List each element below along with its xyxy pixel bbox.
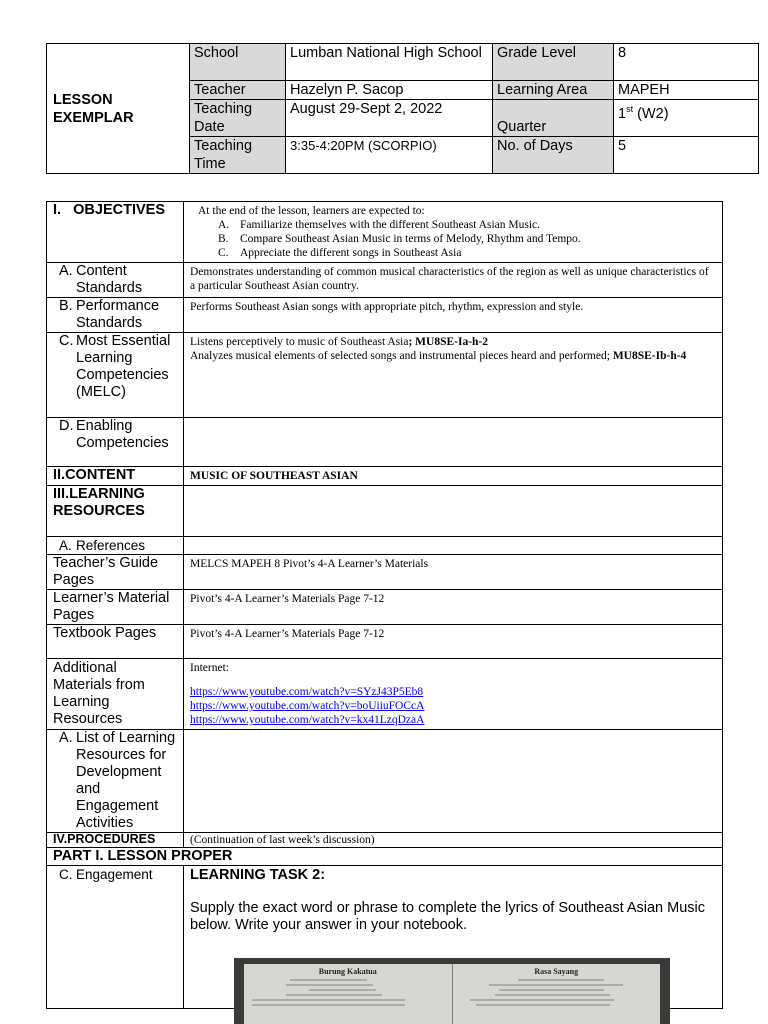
engagement-label (47, 866, 184, 1009)
teachers-guide-label: Teacher’s Guide Pages (47, 555, 184, 590)
objectives-list (198, 218, 716, 260)
row-mark: A. (59, 730, 73, 746)
lyric-line (470, 999, 614, 1001)
objectives-value (184, 202, 723, 263)
row-mark: A. (59, 538, 72, 553)
row-label: Most Essential Learning Competencies (MELC) (76, 333, 171, 400)
list-resources-label (47, 730, 184, 833)
enabling-competencies-value (184, 418, 723, 467)
learning-area-value: MAPEH (614, 81, 759, 100)
learners-material-label: Learner’s Material Pages (47, 590, 184, 625)
school-value: Lumban National High School (286, 44, 493, 81)
lyric-line (252, 1004, 405, 1006)
teaching-time-value: 3:35-4:20PM (SCORPIO) (286, 137, 493, 174)
row-mark: C. (59, 333, 74, 349)
learning-task-instructions: Supply the exact word or phrase to complete the lyrics of Southeast Asian Music below. Write your answer in your notebook. (190, 900, 706, 933)
teaching-date-label: Teaching Date (190, 100, 286, 137)
lyric-line (286, 984, 372, 986)
objective-item (218, 218, 716, 232)
lyric-line (518, 979, 604, 981)
objective-mark: C. (218, 247, 229, 259)
procedures-label: IV.PROCEDURES (47, 833, 184, 848)
learning-area-label: Learning Area (493, 81, 614, 100)
learning-resources-value (184, 486, 723, 537)
lyrics-sheet (244, 964, 660, 1024)
objective-text: Appreciate the different songs in Southeast Asia (240, 247, 462, 259)
lesson-header-table (46, 43, 759, 174)
textbook-pages-label: Textbook Pages (47, 625, 184, 659)
objective-item (218, 246, 716, 260)
youtube-link-2[interactable]: https://www.youtube.com/watch?v=boUiiuFOCcA (190, 700, 425, 712)
lyric-line (309, 989, 376, 991)
references-label (47, 537, 184, 555)
objectives-label (47, 202, 184, 263)
internet-label: Internet: (190, 662, 229, 674)
teacher-value: Hazelyn P. Sacop (286, 81, 493, 100)
textbook-pages-value: Pivot’s 4-A Learner’s Materials Page 7-12 (184, 625, 723, 659)
row-label: Engagement (76, 867, 153, 882)
melc-text-2: Analyzes musical elements of selected songs and instrumental pieces heard and performed; (190, 350, 613, 362)
lyric-line (286, 994, 382, 996)
teacher-label: Teacher (190, 81, 286, 100)
row-label: List of Learning Resources for Development and Engagement Activities (76, 730, 176, 831)
lyric-line (252, 999, 405, 1001)
row-mark: C. (59, 867, 73, 882)
objective-item (218, 232, 716, 246)
objective-mark: B. (218, 233, 229, 245)
row-label: Enabling Competencies (76, 418, 169, 451)
objective-mark: A. (218, 219, 230, 231)
lyric-line (489, 984, 623, 986)
melc-code-2: MU8SE-Ib-h-4 (612, 350, 687, 362)
song-title: Burung Kakatua (318, 967, 377, 976)
additional-materials-value (184, 659, 723, 730)
quarter-label: Quarter (493, 100, 614, 137)
content-value: MUSIC OF SOUTHEAST ASIAN (184, 467, 723, 486)
row-label: Content Standards (76, 263, 143, 296)
references-value (184, 537, 723, 555)
quarter-ordinal: st (626, 104, 634, 114)
content-standards-value: Demonstrates understanding of common musical characteristics of the region as well as unique characteristics of a particular Southeast Asian country. (184, 263, 723, 298)
objectives-number: I. (53, 202, 62, 218)
song-lyrics-photo (234, 958, 670, 1024)
teaching-date-value: August 29-Sept 2, 2022 (286, 100, 493, 137)
objectives-intro: At the end of the lesson, learners are expected to: (198, 205, 425, 217)
content-standards-label (47, 263, 184, 298)
row-label: Performance Standards (76, 298, 160, 331)
lyrics-column (453, 964, 661, 1024)
no-of-days-label: No. of Days (493, 137, 614, 174)
teachers-guide-value: MELCS MAPEH 8 Pivot’s 4-A Learner’s Materials (184, 555, 723, 590)
melc-value (184, 333, 723, 418)
additional-materials-label: Additional Materials from Learning Resources (47, 659, 184, 730)
objectives-title: OBJECTIVES (73, 202, 166, 218)
quarter-value (614, 100, 759, 137)
content-label: II.CONTENT (47, 467, 184, 486)
row-label: References (76, 538, 146, 553)
row-mark: A. (59, 263, 73, 279)
lyric-line (290, 979, 367, 981)
row-mark: D. (59, 418, 74, 434)
school-label: School (190, 44, 286, 81)
lyrics-column (244, 964, 453, 1024)
quarter-week: (W2) (633, 105, 669, 122)
melc-text-1: Listens perceptively to music of Southeast Asia (190, 336, 409, 348)
song-title: Rasa Sayang (534, 967, 579, 976)
melc-line-1 (190, 335, 716, 349)
procedures-value: (Continuation of last week’s discussion) (184, 833, 723, 848)
lyric-line (499, 989, 604, 991)
no-of-days-value: 5 (614, 137, 759, 174)
lyric-line (495, 994, 610, 996)
grade-level-label: Grade Level (493, 44, 614, 81)
youtube-link-3[interactable]: https://www.youtube.com/watch?v=kx41LzqDzaA (190, 714, 425, 726)
learners-material-value: Pivot’s 4-A Learner’s Materials Page 7-12 (184, 590, 723, 625)
melc-line-2 (190, 349, 716, 363)
list-resources-value (184, 730, 723, 833)
lesson-exemplar-title: LESSON EXEMPLAR (47, 44, 190, 174)
lesson-proper-heading: PART I. LESSON PROPER (47, 848, 723, 866)
row-mark: B. (59, 298, 73, 314)
melc-label (47, 333, 184, 418)
performance-standards-label (47, 298, 184, 333)
youtube-link-1[interactable]: https://www.youtube.com/watch?v=SYzJ43P5Eb8 (190, 686, 424, 698)
lyric-line (476, 1004, 610, 1006)
performance-standards-value: Performs Southeast Asian songs with appropriate pitch, rhythm, expression and style. (184, 298, 723, 333)
lesson-plan-table (46, 201, 723, 1009)
quarter-number: 1 (618, 105, 627, 122)
learning-task-title: LEARNING TASK 2: (190, 867, 326, 883)
teaching-time-label: Teaching Time (190, 137, 286, 174)
learning-resources-label: III.LEARNING RESOURCES (47, 486, 184, 537)
grade-level-value: 8 (614, 44, 759, 81)
enabling-competencies-label (47, 418, 184, 467)
objective-text: Familiarize themselves with the different Southeast Asian Music. (240, 219, 541, 231)
objective-text: Compare Southeast Asian Music in terms of Melody, Rhythm and Tempo. (240, 233, 581, 245)
melc-code-1: ; MU8SE-Ia-h-2 (408, 336, 489, 348)
